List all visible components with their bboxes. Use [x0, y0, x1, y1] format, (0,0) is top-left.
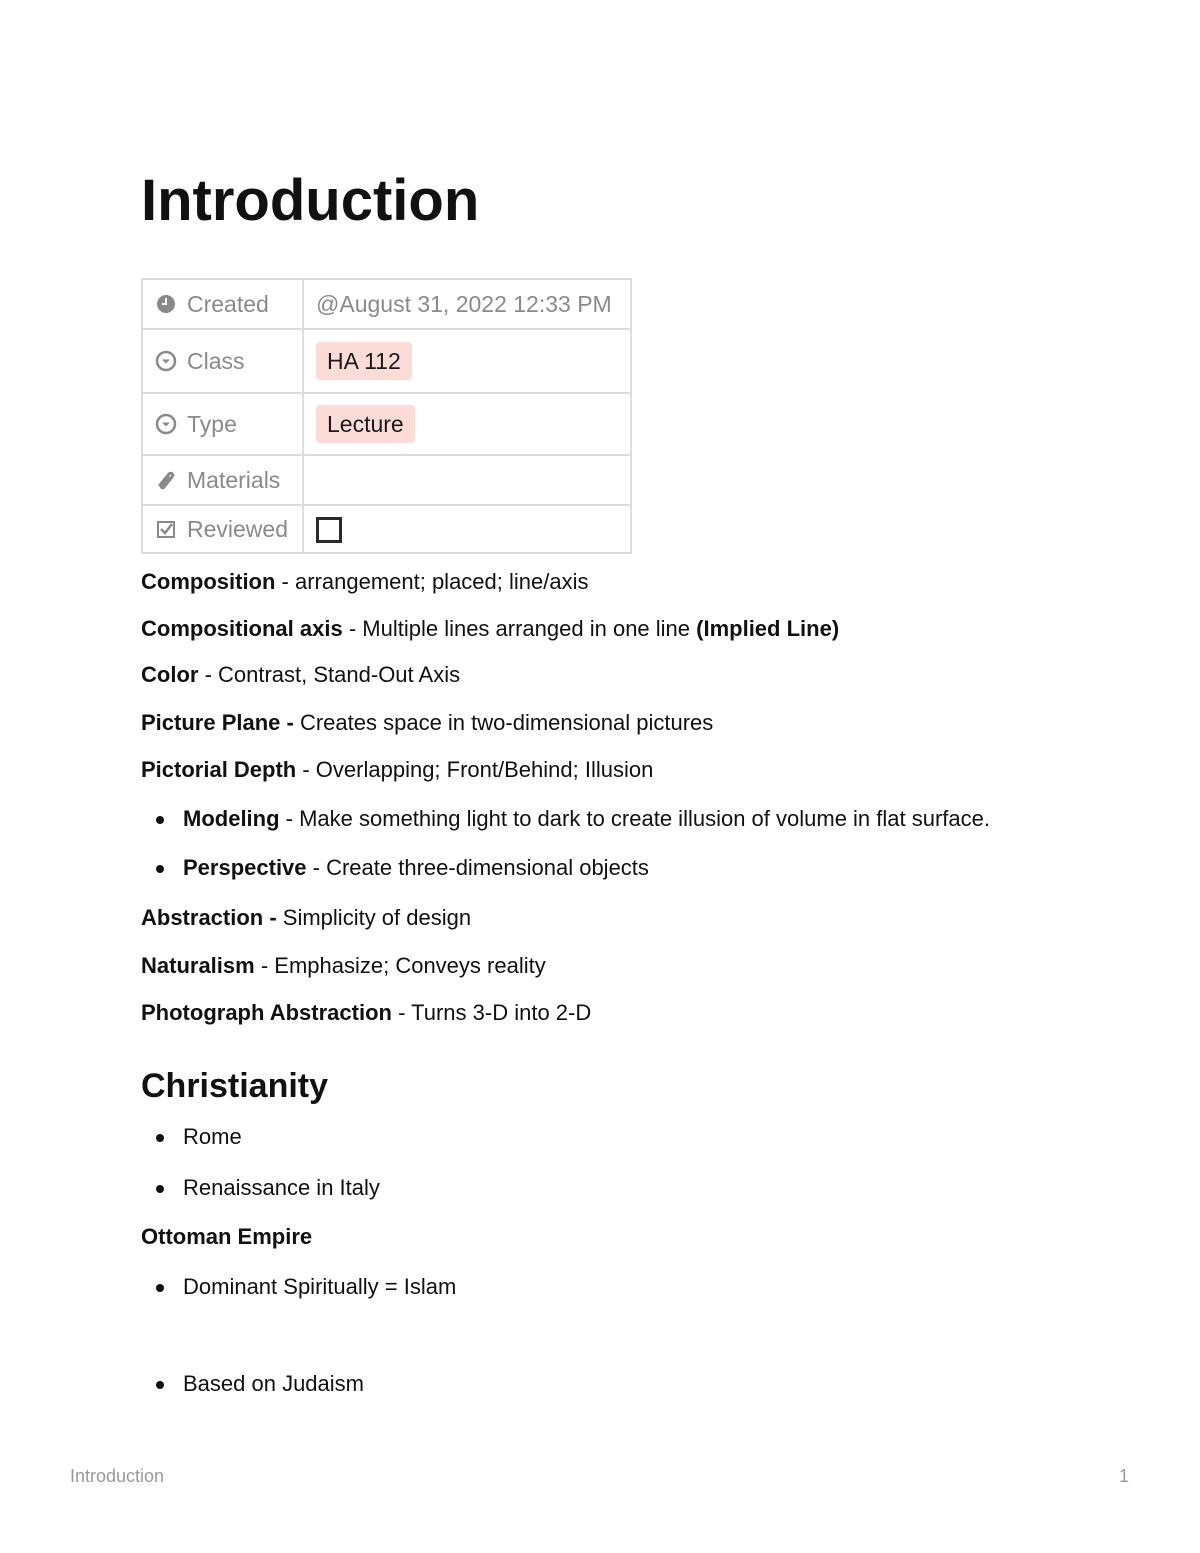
list-item-modeling: Modeling - Make something light to dark to create illusion of volume in flat surface. [183, 804, 990, 834]
checkbox-icon [155, 518, 177, 540]
bullet-icon [156, 816, 164, 824]
note-color: Color - Contrast, Stand-Out Axis [141, 662, 461, 687]
property-label-materials: Materials [187, 466, 281, 493]
note-abstraction: Abstraction - Simplicity of design [141, 905, 472, 930]
list-item: Based on Judaism [183, 1369, 364, 1399]
bullet-icon [156, 1134, 164, 1142]
property-row-reviewed [142, 505, 631, 553]
note-naturalism: Naturalism - Emphasize; Conveys reality [141, 953, 546, 978]
property-row-materials [142, 455, 631, 505]
page-title: Introduction [141, 168, 480, 233]
list-item: Rome [183, 1122, 242, 1152]
reviewed-checkbox[interactable] [316, 517, 342, 543]
list-item-perspective: Perspective - Create three-dimensional objects [183, 853, 649, 883]
note-photograph-abstraction: Photograph Abstraction - Turns 3-D into 2-D [141, 1000, 592, 1025]
bullet-icon [156, 1185, 164, 1193]
created-date-value[interactable]: @August 31, 2022 12:33 PM [316, 290, 612, 317]
property-label-reviewed: Reviewed [187, 515, 288, 542]
select-icon [155, 413, 177, 435]
bullet-icon [156, 1381, 164, 1389]
select-icon [155, 350, 177, 372]
type-tag[interactable]: Lecture [316, 405, 415, 443]
footer-page-number: 1 [1118, 1466, 1129, 1486]
clock-icon [155, 293, 177, 315]
section-heading-christianity: Christianity [141, 1067, 329, 1105]
property-row-type [142, 393, 631, 455]
note-pictorial-depth: Pictorial Depth - Overlapping; Front/Behind; Illusion [141, 757, 654, 782]
materials-value[interactable] [303, 455, 631, 505]
note-compositional-axis: Compositional axis - Multiple lines arranged in one line (Implied Line) [141, 616, 840, 641]
bullet-icon [156, 1284, 164, 1292]
list-item: Dominant Spiritually = Islam [183, 1272, 456, 1302]
paperclip-icon [155, 469, 177, 491]
property-label-class: Class [187, 347, 245, 374]
footer-title: Introduction [70, 1466, 165, 1486]
property-row-class [142, 329, 631, 393]
class-tag[interactable]: HA 112 [316, 342, 412, 380]
note-composition: Composition - arrangement; placed; line/axis [141, 569, 589, 594]
property-label-created: Created [187, 290, 269, 317]
bullet-icon [156, 865, 164, 873]
property-label-type: Type [187, 410, 237, 437]
properties-table [141, 278, 632, 554]
property-row-created [142, 279, 631, 329]
subheading-ottoman-empire: Ottoman Empire [141, 1224, 313, 1249]
list-item: Renaissance in Italy [183, 1173, 380, 1203]
note-picture-plane: Picture Plane - Creates space in two-dimensional pictures [141, 710, 714, 735]
